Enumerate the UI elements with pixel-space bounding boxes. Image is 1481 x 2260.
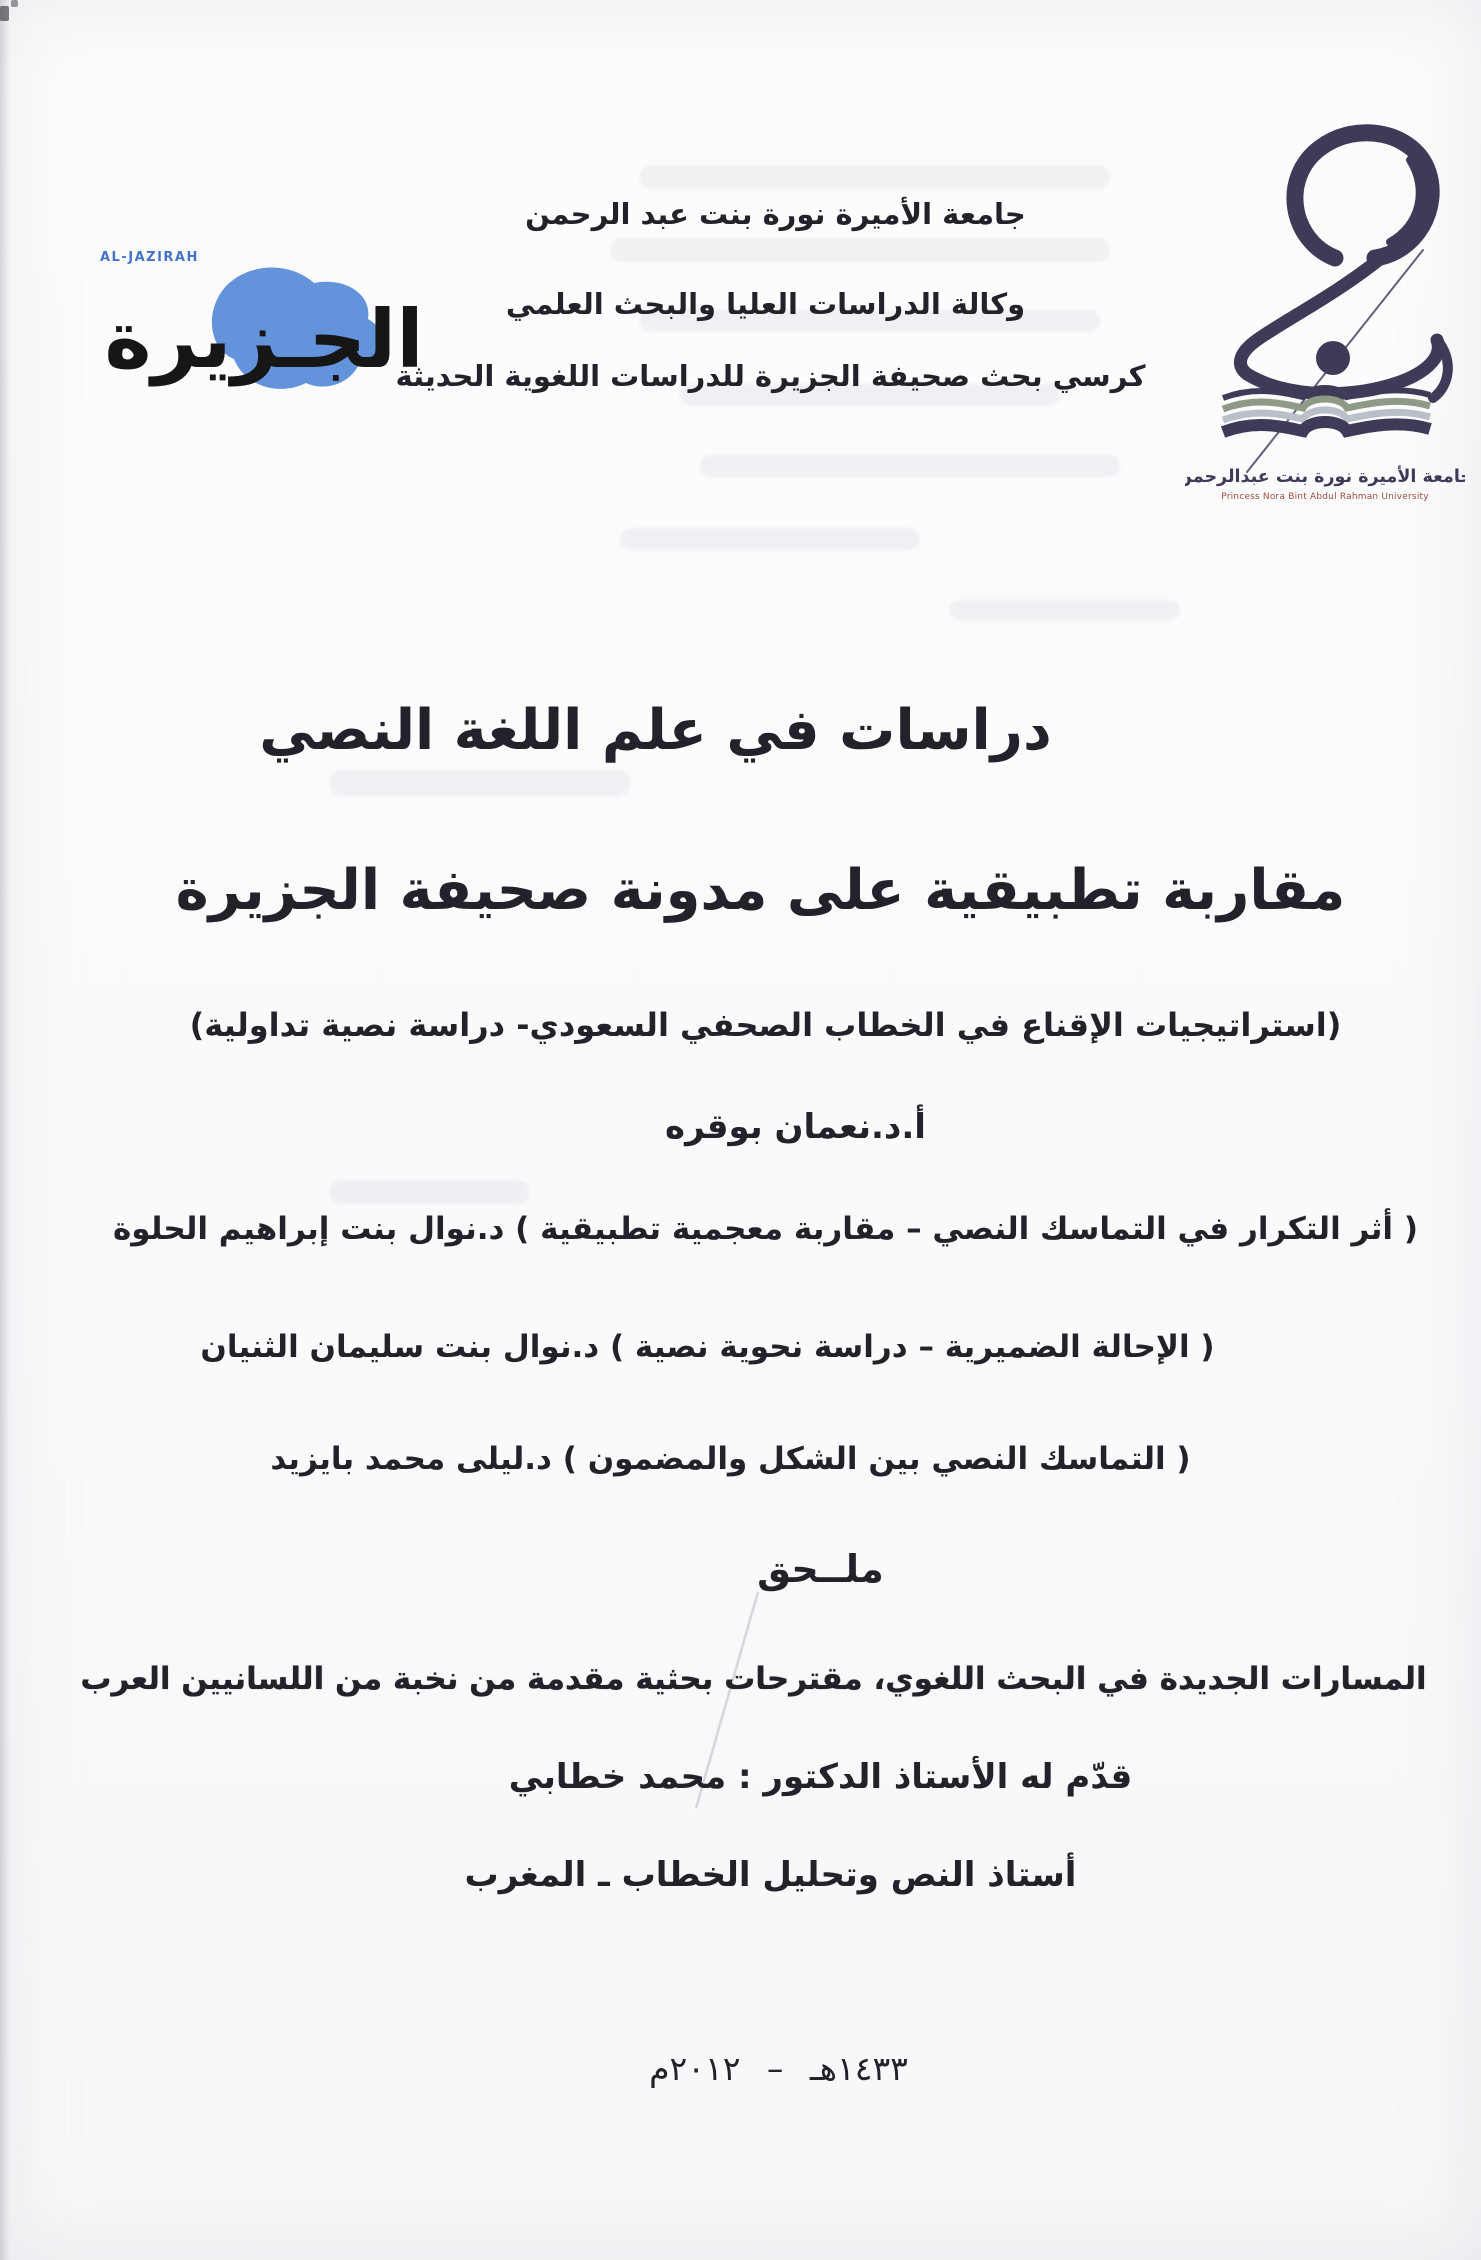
header-university-line: جامعة الأميرة نورة بنت عبد الرحمن xyxy=(525,197,1026,231)
bleed-through-artifact xyxy=(620,528,920,550)
bleed-through-artifact xyxy=(700,455,1120,477)
bleed-through-artifact xyxy=(330,770,630,796)
bleed-through-artifact xyxy=(950,600,1180,620)
chapter-line: ( التماسك النصي بين الشكل والمضمون ) د.ليلى محمد بايزيد xyxy=(270,1441,1191,1477)
chapter-line: ( أثر التكرار في التماسك النصي – مقاربة معجمية تطبيقية ) د.نوال بنت إبراهيم الحلوة xyxy=(112,1211,1418,1247)
page-edge-shadow xyxy=(0,0,10,2260)
aljazirah-latin-label: AL-JAZIRAH xyxy=(100,250,199,265)
bleed-through-artifact xyxy=(330,1180,530,1204)
aljazirah-wordmark: الجـزيرة xyxy=(104,293,424,386)
editor-name: أ.د.نعمان بوقره xyxy=(665,1107,926,1147)
book-title-line1: دراسات في علم اللغة النصي xyxy=(259,698,1052,763)
appendix-presented-by: قدّم له الأستاذ الدكتور : محمد خطابي xyxy=(508,1757,1133,1797)
header-research-chair-line: كرسي بحث صحيفة الجزيرة للدراسات اللغوية الحديثة xyxy=(395,359,1146,393)
bleed-through-artifact xyxy=(640,165,1110,189)
appendix-heading: ملــحق xyxy=(757,1547,884,1591)
pnu-english-name: Princess Nora Bint Abdul Rahman University xyxy=(1221,492,1429,502)
appendix-description: المسارات الجديدة في البحث اللغوي، مقترحات بحثية مقدمة من نخبة من اللسانيين العرب xyxy=(80,1661,1427,1697)
chapter-line: ( الإحالة الضميرية – دراسة نحوية نصية ) د.نوال بنت سليمان الثنيان xyxy=(200,1329,1215,1365)
appendix-presenter-title: أستاذ النص وتحليل الخطاب ـ المغرب xyxy=(464,1855,1077,1895)
bleed-through-artifact xyxy=(610,238,1110,262)
scan-speck xyxy=(11,0,18,7)
book-title-line2: مقاربة تطبيقية على مدونة صحيفة الجزيرة xyxy=(175,858,1346,923)
header-deanship-line: وكالة الدراسات العليا والبحث العلمي xyxy=(505,287,1026,321)
publication-date: ١٤٣٣هـ – ٢٠١٢م xyxy=(649,2049,908,2088)
scan-speck xyxy=(0,6,9,21)
book-subtitle: (استراتيجيات الإقناع في الخطاب الصحفي السعودي- دراسة نصية تداولية) xyxy=(189,1006,1342,1044)
pnu-arabic-name: جامعة الأميرة نورة بنت عبدالرحمن xyxy=(1185,467,1465,487)
